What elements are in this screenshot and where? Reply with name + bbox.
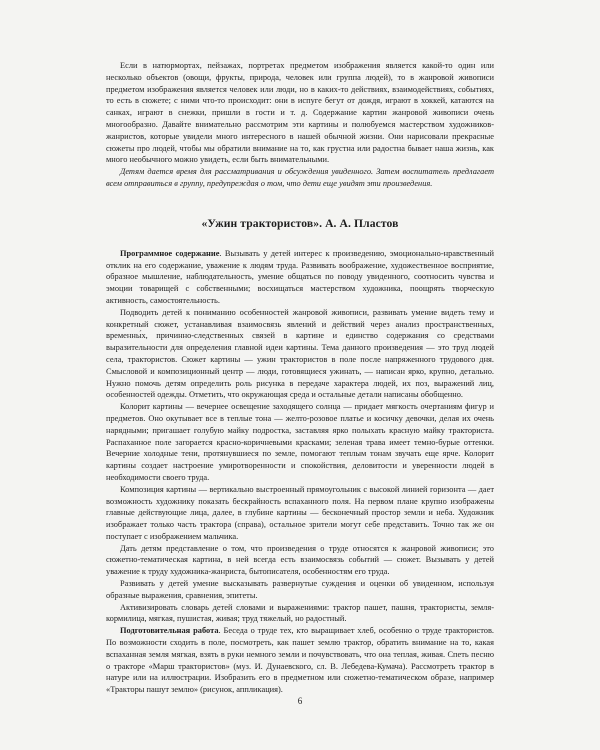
understanding-paragraph: Подводить детей к пониманию особенностей жанровой живописи, развивать умение видеть тему и конкретный сюжет, устанавливая взаимосвязь явлений и действий через анализ пространственных, временны́х, причинно-следственных связей в картине и единство содержания со средствами выразительности для определения главной идеи картины. Тема данного произведения — это труд людей села, трактористов. Сюжет картины — ужин трактористов в поле после напряженного трудового дня. Смысловой и композиционный центр — люди, готовящиеся ужинать, — написан ярко, крупно, детально. Нужно помочь детям определить роль рисунка в передаче характера людей, их поз, выражений лиц, особенностей одежды. Отметить, что окружающая среда и остальные детали написаны обобщенно. xyxy=(106,307,494,400)
page-number: 6 xyxy=(297,696,303,706)
composition-paragraph: Композиция картины — вертикально выстроенный прямоугольник с высокой линией горизонта — дает возможность художнику показать бескрайность вспаханного поля. На первом плане крупно изображены главные действующие лица, далее, в глубине картины — бесконечный простор земли и неба. Художник изображает только часть трактора (справа), остальное зрители могут себе представить. Точно так же он поступает с изображением мальчика. xyxy=(106,484,494,541)
section-title: «Ужин трактористов». А. А. Пластов xyxy=(201,216,399,230)
intro-instruction: Детям дается время для рассматривания и обсуждения увиденного. Затем воспитатель предлагает всем отправиться в группу, предупреждая о том, что дети еще увидят эти произведения. xyxy=(106,167,494,188)
program-content-label: Программное содержание xyxy=(120,248,220,258)
preparation-text: . Беседа о труде тех, кто выращивает хлеб, особенно о труде трактористов. По возможности сходить в поле, посмотреть, как пашет землю трактор, обратить внимание на то, какая вспаханная земля мягкая, взять в руки немного земли и почувствовать, что она теплая, живая. Спеть песню о тракторе «Марш трактористов» (муз. И. Дунаевского, сл. В. Лебедева-Кумача). Рассмотреть трактор в натуре или на иллюстрации. Изобразить его в предметном или сюжетно-тематическом образе, например «Тракторы пашут землю» (рисунок, аппликация). xyxy=(106,626,494,695)
preparation-label: Подготовительная работа xyxy=(120,626,219,636)
program-content-text: . Вызывать у детей интерес к произведению, эмоционально-нравственный отклик на его содержание, уважение к людям труда. Развивать воображение, художественное восприятие, образное мышление, наблюдательность, умение общаться по поводу увиденного, соотносить чувства и эмоции товарищей с собственными; восхищаться мастерством художника, поощрять творческую активность, самостоятельность. xyxy=(106,248,494,305)
idea-paragraph: Дать детям представление о том, что произведения о труде относятся к жанровой живописи; это сюжетно-тематическая картина, в ней всегда есть взаимосвязь событий — сюжет. Вызывать у детей уважение к труду художника-жанриста, бытописателя, особенностям его труда. xyxy=(106,543,494,577)
vocabulary-paragraph: Активизировать словарь детей словами и выражениями: трактор пашет, пашня, трактористы, земля-кормилица, мягкая, пушистая, живая; труд тяжелый, но радостный. xyxy=(106,602,494,624)
preparation-paragraph xyxy=(106,625,494,696)
program-content-paragraph xyxy=(106,248,494,307)
speech-paragraph: Развивать у детей умение высказывать развернутые суждения и оценки об увиденном, используя образные выражения, сравнения, эпитеты. xyxy=(106,579,494,600)
color-paragraph: Колорит картины — вечернее освещение заходящего солнца — придает мягкость очертаниям фигур и предметов. Оно окутывает все в теплые тона — желто-розовое платье и косичку девочки, делая их очень нарядными; пригашает голубую майку подростка, заставляя ярко полыхать красную майку тракториста. Распаханное поле загорается красно-коричневыми красками; зеленая трава имеет темно-бурые оттенки. Вечерние холодные тени, протянувшиеся по земле, помогают теплым тонам звучать еще ярче. Колорит картины создает настроение умиротворенности и спокойствия, деловитости и уверенности людей в необходимости своего труда. xyxy=(106,402,494,482)
intro-paragraph: Если в натюрмортах, пейзажах, портретах предметом изображения является какой-то один или несколько объектов (овощи, фрукты, природа, человек или группа людей), то в жанровой живописи предметом изображения является человек или люди, но в каких-то действиях, взаимодействиях, событиях, то есть в сюжете; с ними что-то происходит: они в испуге бегут от дождя, играют в хоккей, катаются на санках, играют в снежки, пришли в гости и т. д. Содержание картин жанровой живописи очень многообразно. Давайте внимательно рассмотрим эти картины и полюбуемся мастерством художников-жанристов, которые увидели много интересного в нашей обычной жизни. Они нарисовали прекрасные сюжеты про людей, чтобы мы обратили внимание на то, как грустна или радостна бывает наша жизнь, как много необычного можно увидеть, если быть внимательными. xyxy=(106,61,494,165)
